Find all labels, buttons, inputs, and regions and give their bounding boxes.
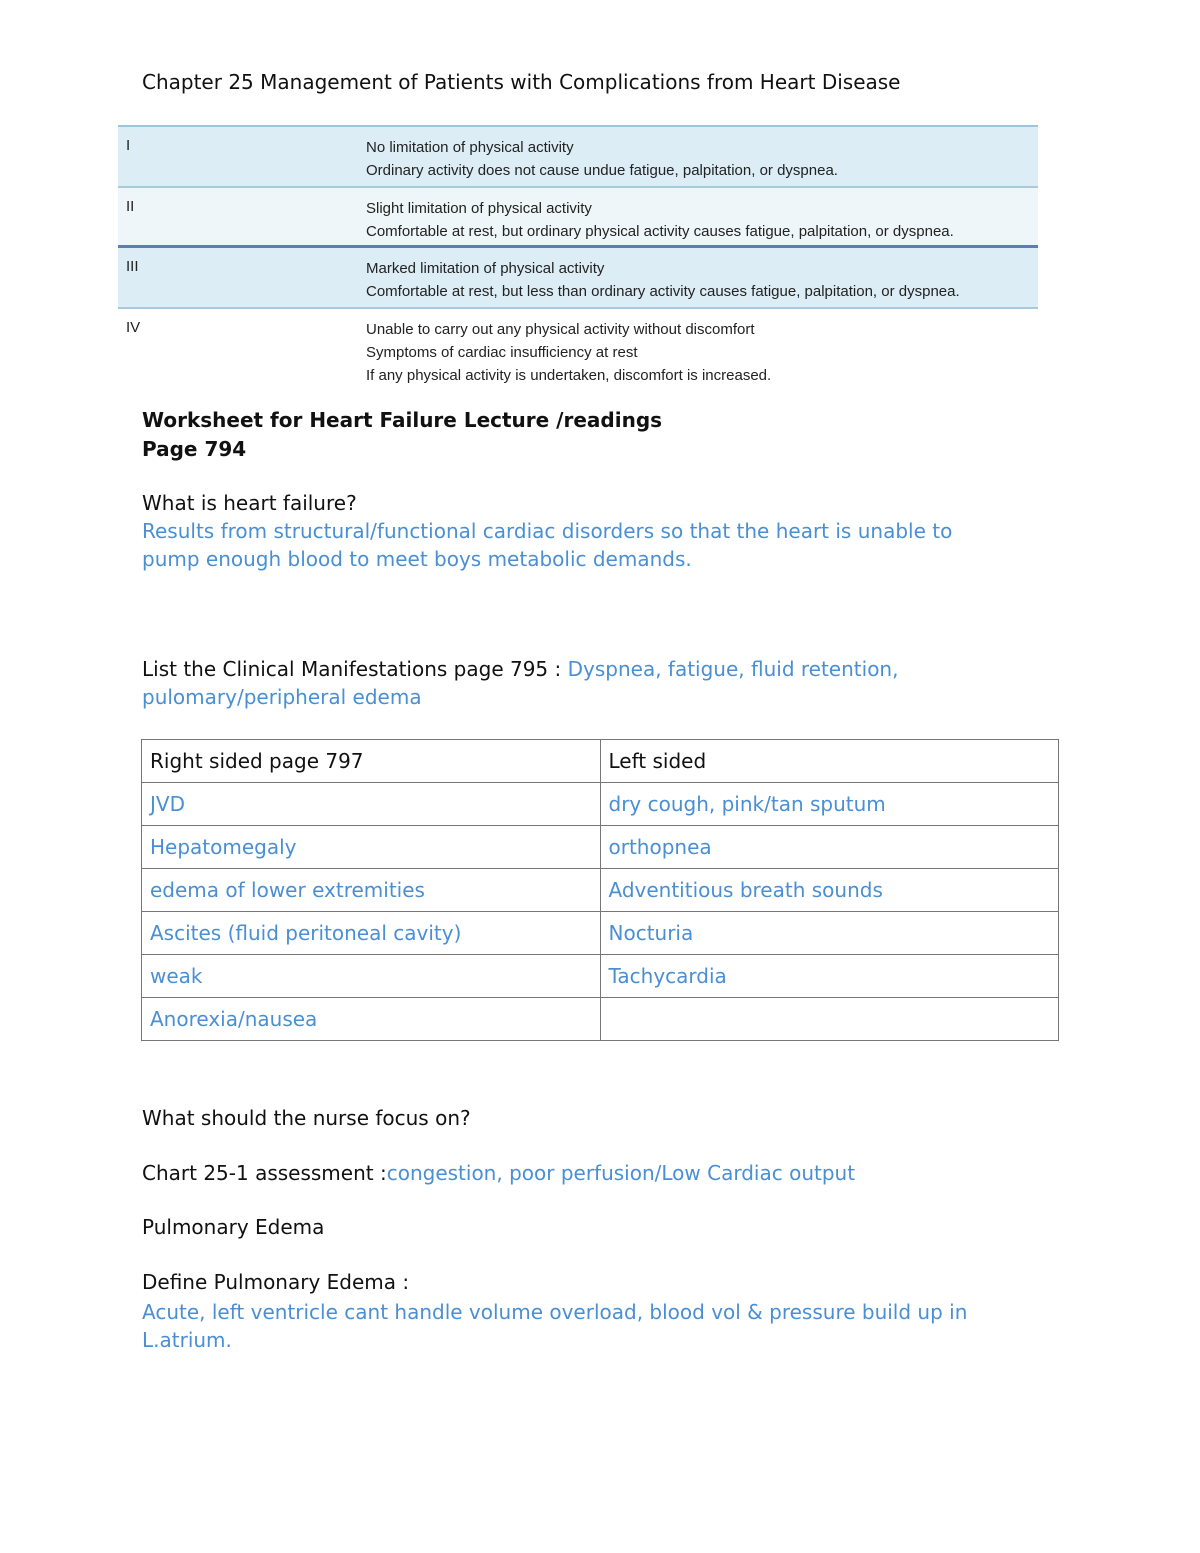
nyha-class-table	[118, 125, 1038, 385]
table-row	[142, 826, 1059, 869]
table-row	[142, 869, 1059, 912]
nyha-row	[118, 127, 1038, 188]
nyha-class-label: I	[126, 137, 131, 154]
nyha-description	[366, 309, 1038, 385]
answer-heart-failure	[142, 517, 1042, 573]
left-sided-cell: Adventitious breath sounds	[600, 869, 1059, 912]
table-row	[142, 955, 1059, 998]
question-nurse-focus: What should the nurse focus on?	[142, 1106, 471, 1130]
right-sided-cell: edema of lower extremities	[142, 869, 601, 912]
chart-assessment-label: Chart 25-1 assessment :	[142, 1161, 387, 1185]
right-sided-cell: JVD	[142, 783, 601, 826]
answer-line: pump enough blood to meet boys metabolic demands.	[142, 547, 692, 571]
pulmonary-edema-heading: Pulmonary Edema	[142, 1215, 325, 1239]
nyha-line: Marked limitation of physical activity	[366, 260, 605, 277]
right-sided-cell: Ascites (fluid peritoneal cavity)	[142, 912, 601, 955]
question-define-pulmonary-edema: Define Pulmonary Edema :	[142, 1270, 410, 1294]
nyha-class-label: II	[126, 198, 135, 215]
question-clinical-manifestations	[142, 655, 898, 711]
nyha-class-label: III	[126, 258, 139, 275]
nyha-line: Symptoms of cardiac insufficiency at rest	[366, 344, 638, 361]
nyha-description	[366, 188, 1038, 245]
left-sided-cell: Tachycardia	[600, 955, 1059, 998]
table-row	[142, 998, 1059, 1041]
nyha-line: Slight limitation of physical activity	[366, 200, 592, 217]
table-row	[142, 783, 1059, 826]
answer-line: L.atrium.	[142, 1328, 232, 1352]
page-reference: Page 794	[142, 437, 247, 461]
nyha-description	[366, 127, 1038, 186]
question-heart-failure: What is heart failure?	[142, 491, 357, 515]
right-left-sided-table	[141, 739, 1059, 1041]
nyha-row	[118, 309, 1038, 385]
nyha-line: Unable to carry out any physical activity without discomfort	[366, 321, 755, 338]
nyha-description	[366, 248, 1038, 307]
chart-assessment	[142, 1161, 855, 1185]
right-sided-cell: weak	[142, 955, 601, 998]
right-sided-cell: Anorexia/nausea	[142, 998, 601, 1041]
answer-pulmonary-edema	[142, 1298, 1042, 1354]
left-sided-cell: Nocturia	[600, 912, 1059, 955]
nyha-line: Ordinary activity does not cause undue fatigue, palpitation, or dyspnea.	[366, 162, 838, 179]
right-sided-cell: Hepatomegaly	[142, 826, 601, 869]
left-sided-cell	[600, 998, 1059, 1041]
nyha-row	[118, 248, 1038, 309]
nyha-line: Comfortable at rest, but ordinary physical activity causes fatigue, palpitation, or dyspnea.	[366, 223, 954, 240]
answer-inline: Dyspnea, fatigue, fluid retention,	[567, 657, 899, 681]
table-header-row	[142, 740, 1059, 783]
nyha-class-label: IV	[126, 319, 141, 336]
nyha-row	[118, 188, 1038, 248]
answer-line: Acute, left ventricle cant handle volume overload, blood vol & pressure build up in	[142, 1300, 968, 1324]
table-row	[142, 912, 1059, 955]
chart-assessment-answer: congestion, poor perfusion/Low Cardiac output	[386, 1161, 856, 1185]
column-header-right: Right sided page 797	[142, 740, 601, 783]
nyha-line: Comfortable at rest, but less than ordinary activity causes fatigue, palpitation, or dyspnea.	[366, 283, 960, 300]
chapter-title: Chapter 25 Management of Patients with Complications from Heart Disease	[142, 70, 901, 94]
worksheet-title: Worksheet for Heart Failure Lecture /readings	[142, 408, 663, 432]
nyha-line: If any physical activity is undertaken, discomfort is increased.	[366, 367, 772, 384]
nyha-line: No limitation of physical activity	[366, 139, 574, 156]
column-header-left: Left sided	[600, 740, 1059, 783]
left-sided-cell: dry cough, pink/tan sputum	[600, 783, 1059, 826]
question-text: List the Clinical Manifestations page 795 :	[142, 657, 568, 681]
answer-line: Results from structural/functional cardiac disorders so that the heart is unable to	[142, 519, 953, 543]
answer-line: pulomary/peripheral edema	[142, 685, 422, 709]
left-sided-cell: orthopnea	[600, 826, 1059, 869]
